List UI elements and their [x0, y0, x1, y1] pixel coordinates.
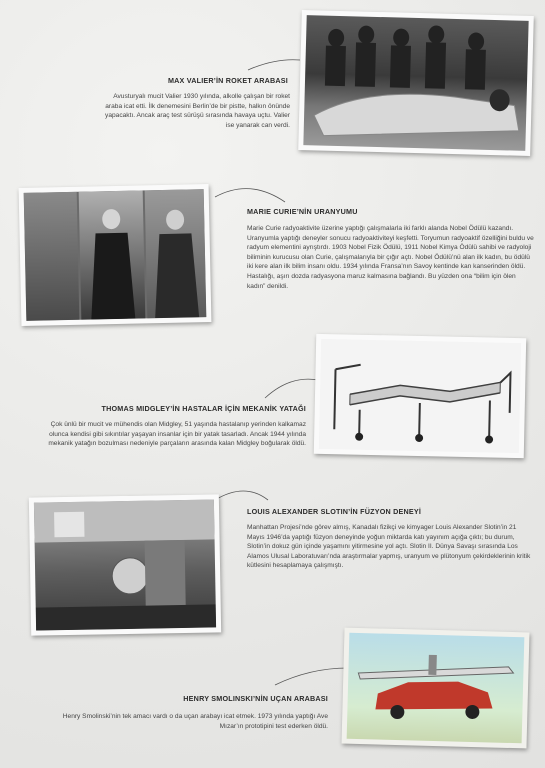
section-title-smolinski: HENRY SMOLINSKI’NİN UÇAN ARABASI [183, 694, 328, 703]
section-text-smolinski: Henry Smolinski’nin tek amacı vardı o da uçan arabayı icat etmek. 1973 yılında yaptığı Ave Mızar’ın prototipini test ederken öldü. [62, 713, 328, 730]
section-text-midgley: Çok ünlü bir mucit ve mühendis olan Midgley, 51 yaşında hastalanıp yerinden kalkamaz olunca kendisi gibi sıkıntılar yaşayan insanlar için bir yatak tasarladı. Ancak 1944 yılında mekanik yatağın bozulması nedeniyle parçaların arasında kalan Midgley boğularak öldü. [48, 421, 306, 448]
section-title-slotin: LOUIS ALEXANDER SLOTIN’İN FÜZYON DENEYİ [247, 507, 422, 516]
photo-mechanical-bed [314, 334, 526, 458]
section-text-slotin: Manhattan Projesi’nde görev almış, Kanadalı fizikçi ve kimyager Louis Alexander Slotin’in 21 Mayıs 1946’da yaptığı füzyon deneyinde yoğun miktarda katı yayınım açığa çıktı; bu durum, Slotin’in dokuz gün içinde yaşamını yitirmesine yol açtı. Slotin II. Dünya Savaşı sırasında Los Alamos Ulusal Laboratuvarı’nda araştırmalar yapmış, uranyum ve plütonyum çekirdeklerinin kritik kütlesini hesaplamaya çalışmıştı. [247, 524, 531, 570]
photo-rocket-car [298, 10, 534, 156]
section-text-curie: Marie Curie radyoaktivite üzerine yaptığı çalışmalarla iki farklı alanda Nobel Ödülü kazandı. Uranyumla yaptığı deneyler sonucu radyoaktiviteyi keşfetti. Toryumun radyoaktif özelliğini buldu ve radyum elementini ayrıştırdı. 1903 Nobel Fizik Ödülü, 1911 Nobel Kimya Ödülü sahibi ve radyoloji biliminin kurucusu olan Curie, çalışmalarıyla bir çığır açtı. Nobel Ödülü’nü alan ilk kadın, bu ödülü iki kere alan ilk bilim insanı oldu. 1934 yılında Fransa’nın Savoy kentinde kan kanserinden öldü. Hastalığı, aşırı dozda radyasyona maruz kalmasına bağlandı. Bu yüzden ona “bilim için ölen kadın” denildi. [247, 225, 534, 290]
section-title-midgley: THOMAS MIDGLEY’İN HASTALAR İÇİN MEKANİK YATAĞI [101, 404, 306, 413]
section-title-curie: MARIE CURIE’NİN URANYUMU [247, 207, 358, 216]
photo-marie-curie [19, 184, 212, 326]
section-title-valier: MAX VALIER’İN ROKET ARABASI [167, 76, 288, 85]
photo-fusion-experiment [29, 494, 221, 635]
section-text-valier: Avusturyalı mucit Valier 1930 yılında, alkolle çalışan bir roket araba icat etti. İlk denemesini Berlin’de bir pistte, halkın önünde yapacaktı. Ancak araç test sürüşü sırasında havaya uçtu. Valier ise yanarak can verdi. [105, 93, 290, 129]
photo-flying-car [342, 628, 530, 749]
